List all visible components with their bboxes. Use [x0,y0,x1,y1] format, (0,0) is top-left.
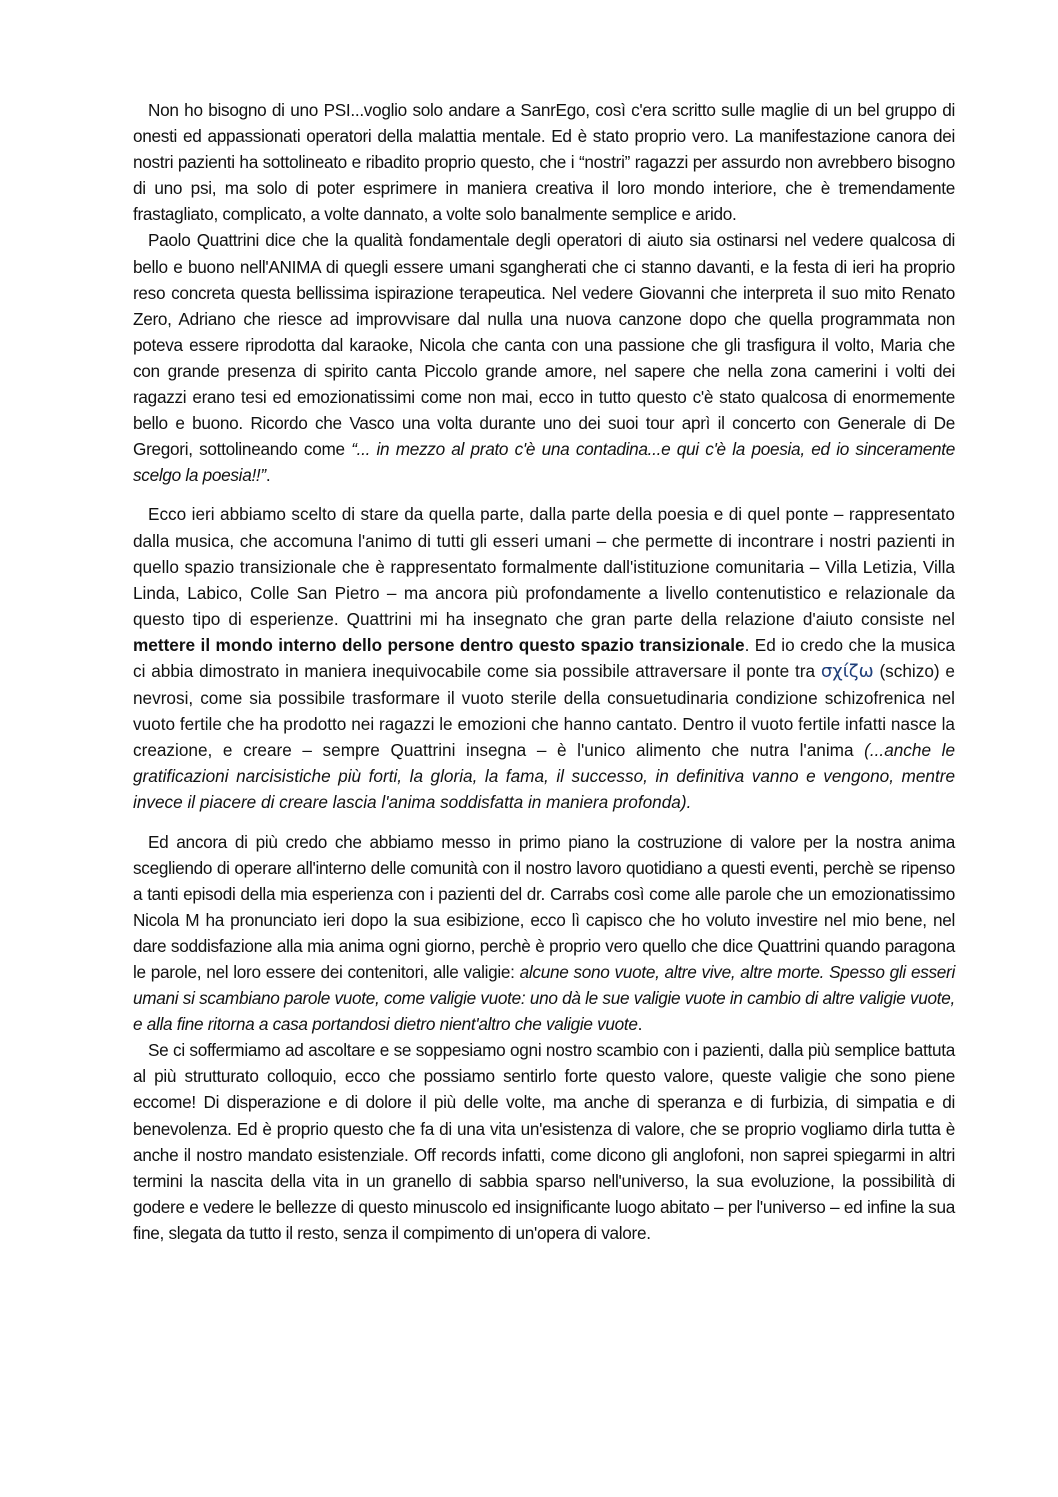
paragraph-2-end: . [265,465,271,486]
paragraph-2 [133,227,955,488]
paragraph-4-text: Ed ancora di più credo che abbiamo messo in primo piano la costruzione di valore per la nostra anima scegliendo di operare all'interno delle comunità con il nostro lavoro quotidiano a questi eventi, perchè se ripenso a tanti episodi della mia esperienza con i pazienti del dr. Carrabs così come alle parole che un emozionatissimo Nicola M ha pronunciato ieri dopo la sua esibizione, ecco lì capisco che ho voluto investire nel mio bene, nel dare soddisfazione alla mia anima ogni giorno, perchè è proprio vero quello che dice Quattrini quando paragona le parole, nel loro essere dei contenitori, alle valigie: [133,831,955,982]
paragraph-3-bold-emphasis: mettere il mondo interno dello persone dentro questo spazio transizionale [133,634,745,655]
greek-word: σχίζω [820,660,874,682]
document-page [133,97,955,1246]
paragraph-3-text-2: . Ed io credo che la musica ci abbia dimostrato in maniera inequivocabile come sia possibile attraversare il ponte tra [133,634,955,681]
paragraph-5-text: Se ci soffermiamo ad ascoltare e se soppesiamo ogni nostro scambio con i pazienti, dalla più semplice battuta al più strutturato colloquio, ecco che possiamo sentirlo forte questo valore, queste valigie che sono piene eccome! Di disperazione e di dolore il più delle volte, ma anche di speranza e di furbizia, di simpatia e di benevolenza. Ed è proprio questo che fa di una vita un'esistenza di valore, che se proprio vogliamo dirla tutta è anche il nostro mandato esistenziale. Off records infatti, come dicono gli anglofoni, non saprei spiegarmi in altri termini la nascita della vita in un granello di sabbia sparso nell'universo, la sua evoluzione, la possibilità di godere e vedere le bellezze di questo minuscolo ed insignificante luogo abitato – per l'universo – ed infine la sua fine, slegata da tutto il resto, senza il compimento di un'opera di valore. [133,1040,955,1243]
paragraph-3-text-3: (schizo) e nevrosi, come sia possibile trasformare il vuoto sterile della consuetudinaria condizione schizofrenica nel vuoto fertile che ha prodotto nei ragazzi le emozioni che hanno cantato. Dentro il vuoto fertile infatti nasce la creazione, e creare – sempre Quattrini insegna – è l'unico alimento che nutra l'anima [133,660,955,761]
valigie-quote: alcune sono vuote, altre vive, altre morte. Spesso gli esseri umani si scambiano parole vuote, come valigie vuote: uno dà le sue valigie vuote in cambio di altre valigie vuote, e alla fine ritorna a casa portandosi dietro nient'altro che valigie vuote [133,962,955,1035]
paragraph-4 [133,829,955,1038]
paragraph-3 [133,501,955,815]
paragraph-3-italic-aside: (...anche le gratificazioni narcisistiche più forti, la gloria, la fama, il successo, in definitiva vanno e vengono, mentre invece il piacere di creare lascia l'anima soddisfatta in maniera profonda). [133,740,955,813]
paragraph-3-text: Ecco ieri abbiamo scelto di stare da quella parte, dalla parte della poesia e di quel ponte – rappresentato dalla musica, che accomuna l'animo di tutti gli esseri umani – che permette di incontrare i nostri pazienti in quello spazio transizionale che è rappresentato formalmente dall'istituzione comunitaria – Villa Letizia, Villa Linda, Labico, Colle San Pietro – ma ancora più profondamente a livello contenutistico e relazionale da questo tipo di esperienze. Quattrini mi ha insegnato che gran parte della relazione d'aiuto consiste nel [133,504,955,629]
paragraph-1-text: Non ho bisogno di uno PSI...voglio solo andare a SanrEgo, così c'era scritto sulle maglie di un bel gruppo di onesti ed appassionati operatori della malattia mentale. Ed è stato proprio vero. La manifestazione canora dei nostri pazienti ha sottolineato e ribadito proprio questo, che i “nostri” ragazzi per assurdo non avrebbero bisogno di uno psi, ma solo di poter esprimere in maniera creativa il loro mondo interiore, che è tremendamente frastagliato, complicato, a volte dannato, a volte solo banalmente semplice e arido. [133,100,955,225]
paragraph-4-end: . [637,1014,643,1035]
paragraph-1 [133,97,955,227]
vasco-quote: “... in mezzo al prato c'è una contadina...e qui c'è la poesia, ed io sinceramente scelgo la poesia!!” [133,439,955,486]
paragraph-2-text: Paolo Quattrini dice che la qualità fondamentale degli operatori di aiuto sia ostinarsi nel vedere qualcosa di bello e buono nell'ANIMA di quegli essere umani sgangherati che ci stanno davanti, e la festa di ieri ha proprio reso concreta questa bellissima ispirazione terapeutica. Nel vedere Giovanni che interpreta il suo mito Renato Zero, Adriano che riesce ad improvvisare dal nulla una nuova canzone dopo che quella programmata non poteva essere riprodotta dal karaoke, Nicola che canta con una passione che gli trasfigura il volto, Maria che con grande presenza di spirito canta Piccolo grande amore, nel sapere che nella zona camerini i volti dei ragazzi erano tesi ed emozionatissimi come non mai, ecco in tutto questo c'è stato qualcosa di enormemente bello e buono. Ricordo che Vasco una volta durante uno dei suoi tour aprì il concerto con Generale di De Gregori, sottolineando come [133,230,955,460]
paragraph-5 [133,1037,955,1246]
